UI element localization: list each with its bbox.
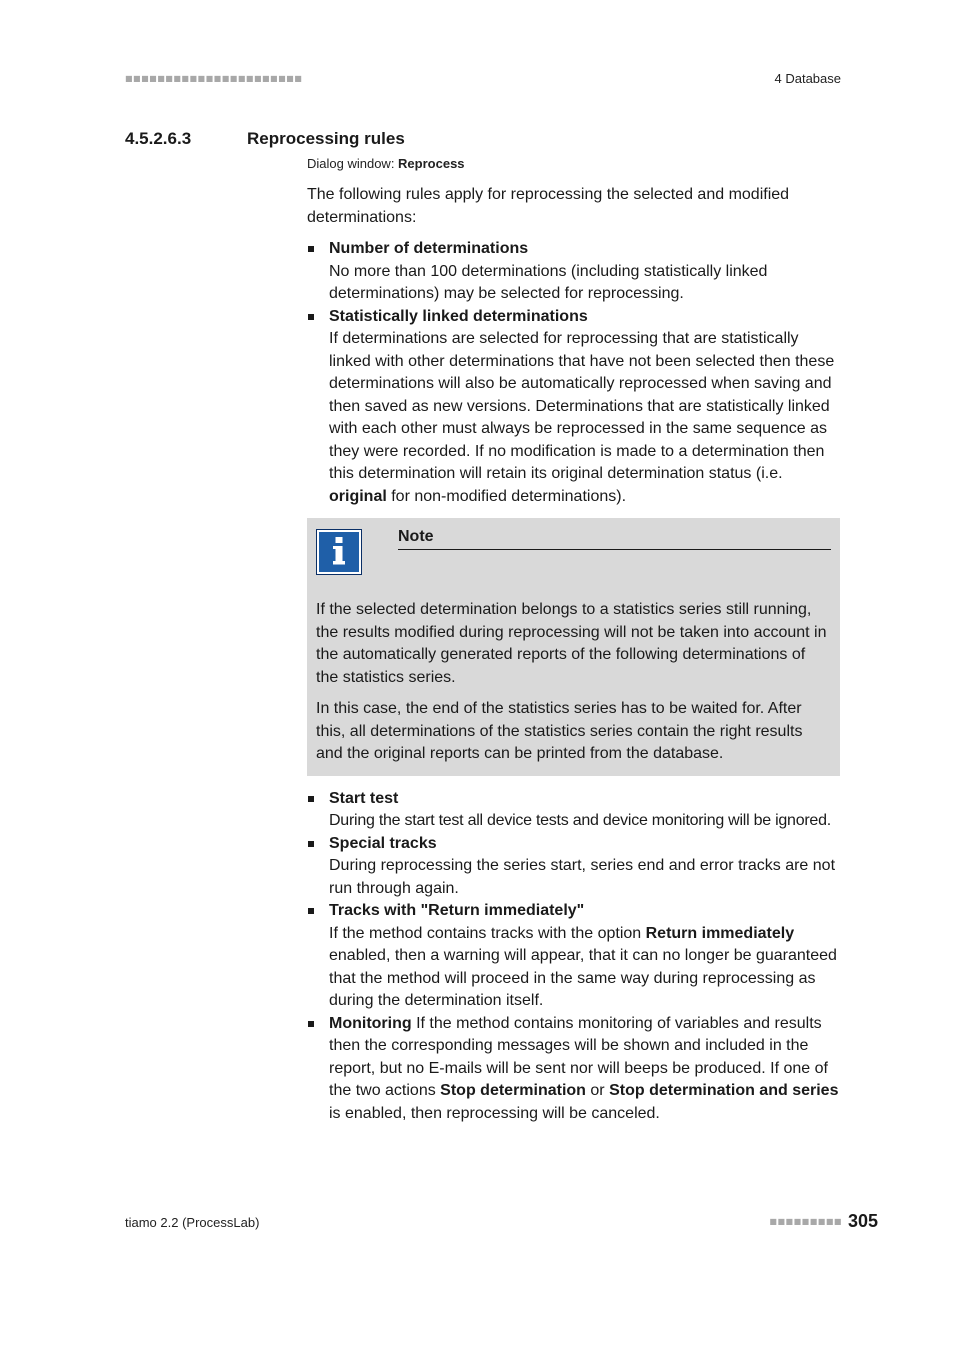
info-glyph (331, 537, 347, 567)
rule-text (329, 925, 837, 1010)
rule-monitoring (307, 1013, 840, 1126)
rule-text-part: If the method contains monitoring of variables and results then the corresponding messages will be shown and included in the report, but no E-mails will be sent nor will beeps be produced. If one of the two actions (329, 1014, 828, 1099)
dialog-name: Reprocess (398, 156, 465, 171)
rule-number-of-determinations (307, 238, 840, 306)
note-header (316, 526, 831, 583)
rule-text-bold: Stop determination (440, 1082, 586, 1099)
main-content (307, 155, 840, 1125)
dialog-window-line (307, 155, 840, 173)
rule-title: Special tracks (329, 834, 437, 852)
rule-title: Start test (329, 789, 399, 807)
info-icon (316, 529, 362, 575)
rule-text: No more than 100 determinations (including statistically linked determinations) may be selected for reprocessing. (329, 262, 768, 302)
rule-return-immediately (307, 900, 840, 1013)
rule-text-bold: Stop determination and series (609, 1082, 839, 1099)
note-title: Note (398, 526, 831, 550)
section-number: 4.5.2.6.3 (125, 129, 192, 148)
header-decoration: ■■■■■■■■■■■■■■■■■■■■■■ (125, 74, 303, 83)
note-paragraph-2: In this case, the end of the statistics series has to be waited for. After this, all determinations of the statistics series contain the right results and the original reports can be printed from the database. (316, 700, 803, 762)
page-number: 305 (847, 1211, 878, 1231)
rule-text: During reprocessing the series start, series end and error tracks are not run through again. (329, 857, 836, 897)
rule-statistically-linked (307, 306, 840, 509)
rule-text-bold: Return immediately (645, 924, 795, 942)
section-title: Reprocessing rules (247, 129, 405, 148)
footer-decoration: ■■■■■■■■■ (769, 1217, 842, 1226)
rule-title: Statistically linked determinations (329, 307, 588, 325)
note-box (307, 518, 840, 776)
rule-text-bold: original (329, 487, 387, 505)
rule-title: Number of determinations (329, 240, 529, 257)
intro-paragraph: The following rules apply for reprocessing the selected and modified determinations: (307, 186, 790, 226)
rules-list-2 (307, 788, 840, 1126)
rule-title: Tracks with "Return immediately" (329, 902, 585, 919)
rule-title: Monitoring (329, 1014, 412, 1032)
rule-text-part: enabled, then a warning will appear, that it can no longer be guaranteed that the method will proceed in the same way during reprocessing as during the determination itself. (329, 947, 837, 1009)
rules-list-1 (307, 238, 840, 508)
chapter-label: 4 Database (774, 71, 841, 86)
section-heading (125, 129, 405, 149)
rule-text: During the start test all device tests and device monitoring will be ignored. (329, 812, 831, 829)
rule-text-part: for non-modified determinations). (386, 487, 627, 505)
dialog-label: Dialog window: (307, 156, 399, 171)
rule-start-test (307, 788, 840, 833)
rule-text (329, 330, 834, 505)
rule-text-part: or (585, 1082, 610, 1099)
note-paragraph-1: If the selected determination belongs to a statistics series still running, the results modified during reprocessing will not be taken into account in the automatically generated reports of the following determinations of the statistics series. (316, 601, 827, 686)
rule-special-tracks (307, 833, 840, 901)
rule-text-part: If the method contains tracks with the option (329, 924, 646, 942)
footer-page (769, 1211, 878, 1232)
footer-product: tiamo 2.2 (ProcessLab) (125, 1215, 260, 1230)
rule-text-part: is enabled, then reprocessing will be canceled. (329, 1104, 660, 1122)
rule-text-part: If determinations are selected for reprocessing that are statistically linked with other determinations that have not been selected then these determinations will also be automatically reprocessed when saving and then saved as new versions. Determinations that are statistically linked with each other must always be reprocessed in the same sequence as they were recorded. If no modification is made to a determination then this determination will retain its original determination status (i.e. (329, 330, 835, 482)
